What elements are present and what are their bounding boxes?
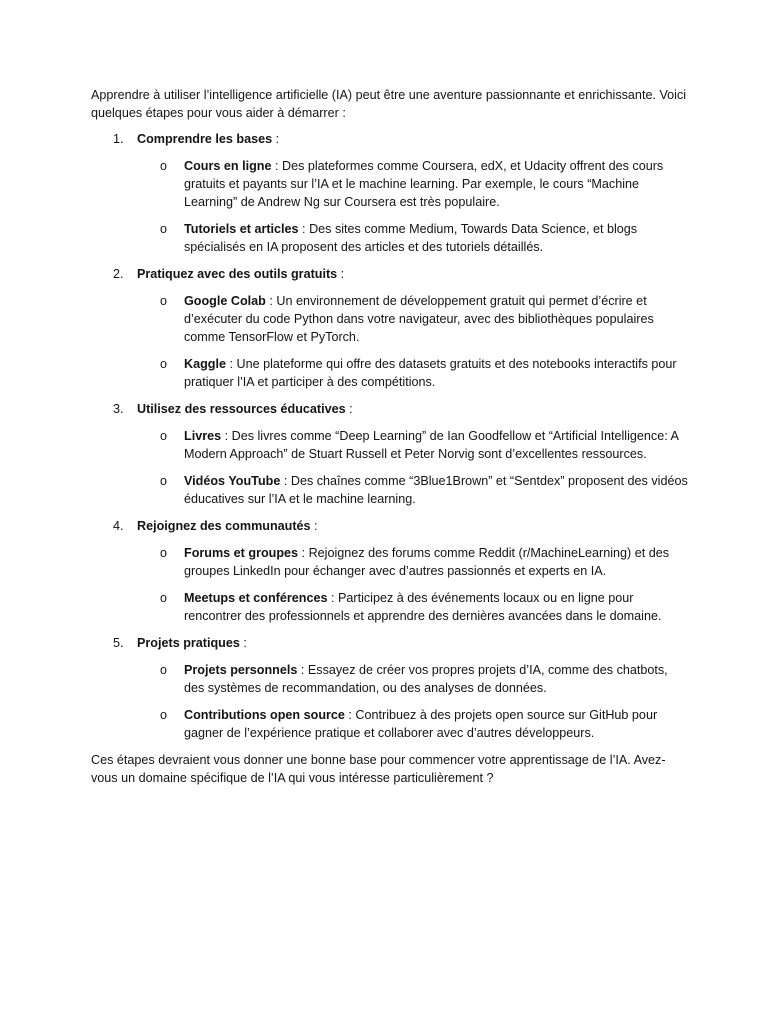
sub-item-separator: : <box>265 294 277 308</box>
step-heading <box>137 634 691 652</box>
step-title: Comprendre les bases <box>137 132 273 146</box>
sub-list <box>137 544 691 625</box>
step-title-suffix: : <box>272 132 280 146</box>
step-title-suffix: : <box>345 402 353 416</box>
step-number: 5. <box>113 636 124 650</box>
sub-list <box>137 661 691 742</box>
document-page <box>91 86 691 787</box>
sub-item-separator: : <box>298 222 310 236</box>
bullet-marker: o <box>160 429 168 443</box>
step-heading <box>137 130 691 148</box>
sub-item-text: Des plateformes comme Coursera, edX, et Udacity offrent des cours gratuits et payants sur l’IA et le machine learning. Par exemple, le cours “Machine Learning” de Andrew Ng sur Coursera est très populaire. <box>184 159 664 209</box>
step-item <box>91 634 691 742</box>
step-number: 3. <box>113 402 124 416</box>
sub-item-separator: : <box>298 546 309 560</box>
bullet-marker: o <box>160 591 168 605</box>
steps-list <box>91 130 691 742</box>
sub-item-text: Essayez de créer vos propres projets d’IA, comme des chatbots, des systèmes de recommandation, ou des analyses de données. <box>184 663 668 695</box>
sub-item-label: Forums et groupes <box>184 546 299 560</box>
sub-item-text: Un environnement de développement gratuit qui permet d’écrire et d’exécuter du code Python dans votre navigateur, avec des bibliothèques populaires comme TensorFlow et PyTorch. <box>184 294 654 344</box>
sub-item-text: Rejoignez des forums comme Reddit (r/MachineLearning) et des groupes LinkedIn pour échanger avec d’autres passionnés et experts en IA. <box>184 546 670 578</box>
sub-list <box>137 427 691 508</box>
sub-item-separator: : <box>327 591 338 605</box>
sub-item <box>137 355 691 391</box>
sub-item-separator: : <box>344 708 356 722</box>
sub-item-separator: : <box>297 663 308 677</box>
sub-item <box>137 427 691 463</box>
step-title-suffix: : <box>310 519 318 533</box>
sub-item-label: Meetups et conférences <box>184 591 328 605</box>
sub-item-separator: : <box>271 159 282 173</box>
sub-item <box>137 157 691 211</box>
sub-list <box>137 292 691 391</box>
step-number: 2. <box>113 267 124 281</box>
sub-item <box>137 292 691 346</box>
sub-item-label: Tutoriels et articles <box>184 222 299 236</box>
step-number: 1. <box>113 132 124 146</box>
sub-item-separator: : <box>226 357 237 371</box>
sub-item-separator: : <box>221 429 232 443</box>
sub-item <box>137 472 691 508</box>
closing-paragraph: Ces étapes devraient vous donner une bonne base pour commencer votre apprentissage de l’IA. Avez-vous un domaine spécifique de l’IA qui vous intéresse particulièrement ? <box>91 753 666 785</box>
intro-paragraph: Apprendre à utiliser l’intelligence artificielle (IA) peut être une aventure passionnante et enrichissante. Voici quelques étapes pour vous aider à démarrer : <box>91 88 687 120</box>
sub-item-label: Contributions open source <box>184 708 345 722</box>
step-item <box>91 517 691 625</box>
sub-item-label: Kaggle <box>184 357 226 371</box>
sub-item-text: Des livres comme “Deep Learning” de Ian Goodfellow et “Artificial Intelligence: A Modern Approach” de Stuart Russell et Peter Norvig sont d’excellentes ressources. <box>184 429 679 461</box>
sub-item-label: Projets personnels <box>184 663 298 677</box>
sub-item-label: Cours en ligne <box>184 159 272 173</box>
bullet-marker: o <box>160 708 168 722</box>
bullet-marker: o <box>160 294 168 308</box>
sub-item <box>137 220 691 256</box>
step-title: Pratiquez avec des outils gratuits <box>137 267 338 281</box>
sub-item-text: Participez à des événements locaux ou en ligne pour rencontrer des professionnels et apprendre des dernières avancées dans le domaine. <box>184 591 662 623</box>
sub-item <box>137 661 691 697</box>
step-title: Projets pratiques <box>137 636 240 650</box>
sub-item-label: Vidéos YouTube <box>184 474 281 488</box>
bullet-marker: o <box>160 159 168 173</box>
step-item <box>91 400 691 508</box>
sub-item <box>137 589 691 625</box>
step-title-suffix: : <box>239 636 247 650</box>
step-title: Utilisez des ressources éducatives <box>137 402 346 416</box>
bullet-marker: o <box>160 663 168 677</box>
bullet-marker: o <box>160 546 168 560</box>
sub-item-label: Livres <box>184 429 222 443</box>
step-heading <box>137 517 691 535</box>
step-number: 4. <box>113 519 124 533</box>
sub-list <box>137 157 691 256</box>
step-item <box>91 265 691 391</box>
sub-item-text: Une plateforme qui offre des datasets gratuits et des notebooks interactifs pour pratiquer l’IA et participer à des compétitions. <box>184 357 677 389</box>
step-heading <box>137 265 691 283</box>
sub-item <box>137 544 691 580</box>
sub-item-label: Google Colab <box>184 294 266 308</box>
sub-item-text: Des sites comme Medium, Towards Data Science, et blogs spécialisés en IA proposent des articles et des tutoriels détaillés. <box>184 222 638 254</box>
bullet-marker: o <box>160 222 168 236</box>
bullet-marker: o <box>160 474 168 488</box>
bullet-marker: o <box>160 357 168 371</box>
sub-item-text: Contribuez à des projets open source sur GitHub pour gagner de l’expérience pratique et collaborer avec d’autres développeurs. <box>184 708 658 740</box>
step-heading <box>137 400 691 418</box>
sub-item <box>137 706 691 742</box>
step-item <box>91 130 691 256</box>
sub-item-separator: : <box>280 474 291 488</box>
step-title-suffix: : <box>337 267 345 281</box>
sub-item-text: Des chaînes comme “3Blue1Brown” et “Sentdex” proposent des vidéos éducatives sur l’IA et le machine learning. <box>184 474 688 506</box>
step-title: Rejoignez des communautés <box>137 519 311 533</box>
